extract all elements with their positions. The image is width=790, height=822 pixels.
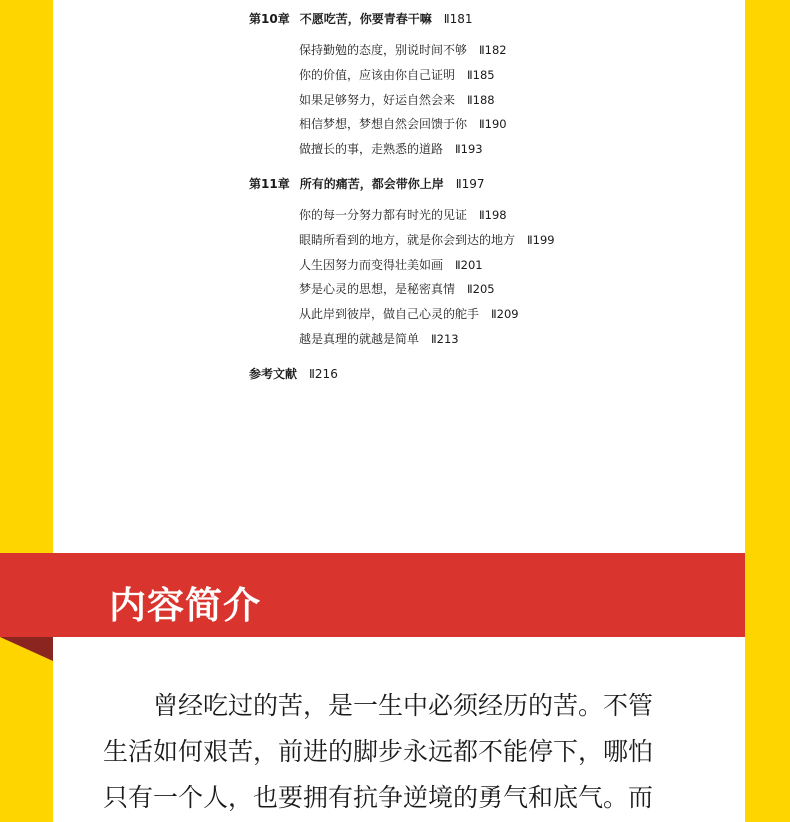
toc-entry[interactable] (299, 140, 483, 157)
intro-line: 只有一个人，也要拥有抗争逆境的勇气和底气。而 (103, 783, 654, 812)
entry-title: 你的每一分努力都有时光的见证 (299, 208, 468, 222)
entry-title: 如果足够努力，好运自然会来 (299, 93, 456, 107)
intro-text (103, 683, 703, 821)
toc-entry[interactable] (299, 41, 507, 58)
entry-title: 从此岸到彼岸，做自己心灵的舵手 (299, 307, 480, 321)
entry-title: 保持勤勉的态度，别说时间不够 (299, 43, 468, 57)
toc-entry[interactable] (299, 66, 495, 83)
banner-fold (0, 637, 53, 661)
entry-title: 你的价值，应该由你自己证明 (299, 68, 456, 82)
entry-title: 做擅长的事，走熟悉的道路 (299, 142, 444, 156)
toc-chapter-10[interactable] (249, 10, 473, 27)
chapter-title: 不愿吃苦，你要青春干嘛 (299, 12, 432, 26)
chapter-page: Ⅱ181 (443, 12, 473, 26)
chapter-page: Ⅱ197 (455, 177, 485, 191)
references-page: Ⅱ216 (309, 367, 338, 381)
entry-page: Ⅱ213 (431, 332, 459, 346)
entry-page: Ⅱ185 (467, 68, 495, 82)
entry-page: Ⅱ188 (467, 93, 495, 107)
intro-line: 生活如何艰苦，前进的脚步永远都不能停下，哪怕 (103, 737, 654, 766)
entry-page: Ⅱ190 (479, 117, 507, 131)
entry-title: 梦是心灵的思想，是秘密真情 (299, 282, 456, 296)
toc-references[interactable] (249, 365, 338, 382)
entry-title: 相信梦想，梦想自然会回馈于你 (299, 117, 468, 131)
toc-entry[interactable] (299, 256, 483, 273)
toc-entry[interactable] (299, 280, 495, 297)
entry-title: 人生因努力而变得壮美如画 (299, 258, 444, 272)
toc-entry[interactable] (299, 231, 555, 248)
chapter-title: 所有的痛苦，都会带你上岸 (299, 177, 444, 191)
chapter-number: 第10章 (249, 12, 290, 26)
intro-line: 曾经吃过的苦，是一生中必须经历的苦。不管 (153, 691, 654, 720)
toc-entry[interactable] (299, 206, 507, 223)
entry-page: Ⅱ198 (479, 208, 507, 222)
entry-page: Ⅱ182 (479, 43, 507, 57)
section-title: 内容简介 (109, 584, 261, 627)
entry-page: Ⅱ205 (467, 282, 495, 296)
toc-chapter-11[interactable] (249, 175, 485, 192)
entry-title: 眼睛所看到的地方，就是你会到达的地方 (299, 233, 516, 247)
toc-entry[interactable] (299, 91, 495, 108)
entry-page: Ⅱ201 (455, 258, 483, 272)
entry-page: Ⅱ199 (527, 233, 555, 247)
toc-entry[interactable] (299, 330, 459, 347)
entry-page: Ⅱ209 (491, 307, 519, 321)
entry-title: 越是真理的就越是简单 (299, 332, 420, 346)
toc-entry[interactable] (299, 115, 507, 132)
toc-entry[interactable] (299, 305, 519, 322)
entry-page: Ⅱ193 (455, 142, 483, 156)
references-title: 参考文献 (249, 367, 298, 381)
chapter-number: 第11章 (249, 177, 290, 191)
